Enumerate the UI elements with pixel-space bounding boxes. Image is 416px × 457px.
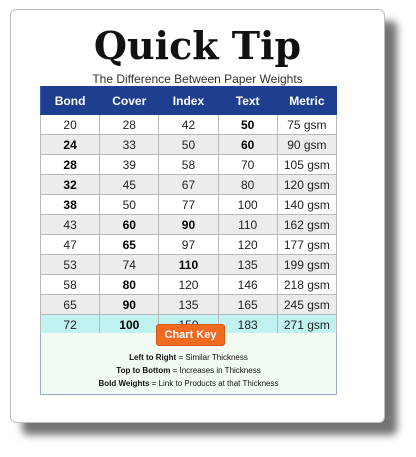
page-subtitle: The Difference Between Paper Weights	[92, 72, 303, 86]
cell-index: 135	[159, 295, 218, 315]
key-separator: =	[149, 379, 159, 388]
cell-cover: 50	[100, 195, 159, 215]
table-row	[41, 175, 337, 195]
table-row	[41, 215, 337, 235]
chart-key-panel	[40, 329, 337, 395]
cell-cover[interactable]: 80	[100, 275, 159, 295]
key-separator: =	[176, 353, 186, 362]
table-row	[41, 135, 337, 155]
cell-index: 58	[159, 155, 218, 175]
cell-text[interactable]: 50	[218, 115, 277, 135]
key-line-bold-weights	[41, 379, 336, 388]
cell-metric: 90 gsm	[277, 135, 336, 155]
key-description: Increases in Thickness	[179, 366, 261, 375]
cell-text: 146	[218, 275, 277, 295]
cell-metric: 199 gsm	[277, 255, 336, 275]
table-header-row	[41, 87, 337, 115]
cell-metric: 271 gsm	[277, 315, 336, 335]
cell-bond: 58	[41, 275, 100, 295]
table-row	[41, 155, 337, 175]
table-row	[41, 195, 337, 215]
cell-text: 183	[218, 315, 277, 335]
cell-cover[interactable]: 100	[100, 315, 159, 335]
cell-cover: 28	[100, 115, 159, 135]
key-line-top-to-bottom	[41, 366, 336, 375]
cell-text: 80	[218, 175, 277, 195]
cell-cover: 33	[100, 135, 159, 155]
cell-cover: 39	[100, 155, 159, 175]
cell-index: 120	[159, 275, 218, 295]
cell-bond: 53	[41, 255, 100, 275]
cell-metric: 140 gsm	[277, 195, 336, 215]
cell-metric: 218 gsm	[277, 275, 336, 295]
cell-bond: 72	[41, 315, 100, 335]
key-description: Link to Products at that Thickness	[158, 379, 279, 388]
key-line-left-to-right	[41, 353, 336, 362]
cell-bond: 43	[41, 215, 100, 235]
cell-metric: 120 gsm	[277, 175, 336, 195]
column-header-index: Index	[159, 87, 218, 115]
cell-text: 100	[218, 195, 277, 215]
cell-bond[interactable]: 32	[41, 175, 100, 195]
key-separator: =	[170, 366, 180, 375]
column-header-cover: Cover	[100, 87, 159, 115]
key-term: Left to Right	[129, 353, 177, 362]
cell-bond[interactable]: 28	[41, 155, 100, 175]
page-title: Quick Tip	[93, 23, 302, 68]
chart-key-button[interactable]: Chart Key	[156, 324, 225, 346]
cell-index: 97	[159, 235, 218, 255]
cell-index[interactable]: 110	[159, 255, 218, 275]
cell-index: 50	[159, 135, 218, 155]
cell-cover[interactable]: 90	[100, 295, 159, 315]
key-term: Top to Bottom	[116, 366, 171, 375]
cell-text: 135	[218, 255, 277, 275]
cell-metric: 75 gsm	[277, 115, 336, 135]
cell-text: 165	[218, 295, 277, 315]
key-description: Similar Thickness	[185, 353, 248, 362]
cell-bond: 47	[41, 235, 100, 255]
cell-text: 110	[218, 215, 277, 235]
column-header-metric: Metric	[277, 87, 336, 115]
table-row	[41, 235, 337, 255]
cell-metric: 162 gsm	[277, 215, 336, 235]
cell-metric: 177 gsm	[277, 235, 336, 255]
cell-index: 77	[159, 195, 218, 215]
cell-bond[interactable]: 38	[41, 195, 100, 215]
column-header-bond: Bond	[41, 87, 100, 115]
table-row	[41, 255, 337, 275]
paper-weight-table	[40, 86, 337, 335]
table-row	[41, 115, 337, 135]
cell-index: 42	[159, 115, 218, 135]
table-body	[41, 115, 337, 335]
key-term: Bold Weights	[98, 379, 150, 388]
cell-cover[interactable]: 65	[100, 235, 159, 255]
cell-bond: 65	[41, 295, 100, 315]
cell-metric: 245 gsm	[277, 295, 336, 315]
cell-cover: 45	[100, 175, 159, 195]
cell-text[interactable]: 60	[218, 135, 277, 155]
cell-text: 70	[218, 155, 277, 175]
column-header-text: Text	[218, 87, 277, 115]
cell-bond[interactable]: 24	[41, 135, 100, 155]
cell-index: 67	[159, 175, 218, 195]
cell-index[interactable]: 90	[159, 215, 218, 235]
cell-cover[interactable]: 60	[100, 215, 159, 235]
cell-text: 120	[218, 235, 277, 255]
cell-bond: 20	[41, 115, 100, 135]
table-row	[41, 295, 337, 315]
table-row	[41, 275, 337, 295]
cell-metric: 105 gsm	[277, 155, 336, 175]
cell-cover: 74	[100, 255, 159, 275]
